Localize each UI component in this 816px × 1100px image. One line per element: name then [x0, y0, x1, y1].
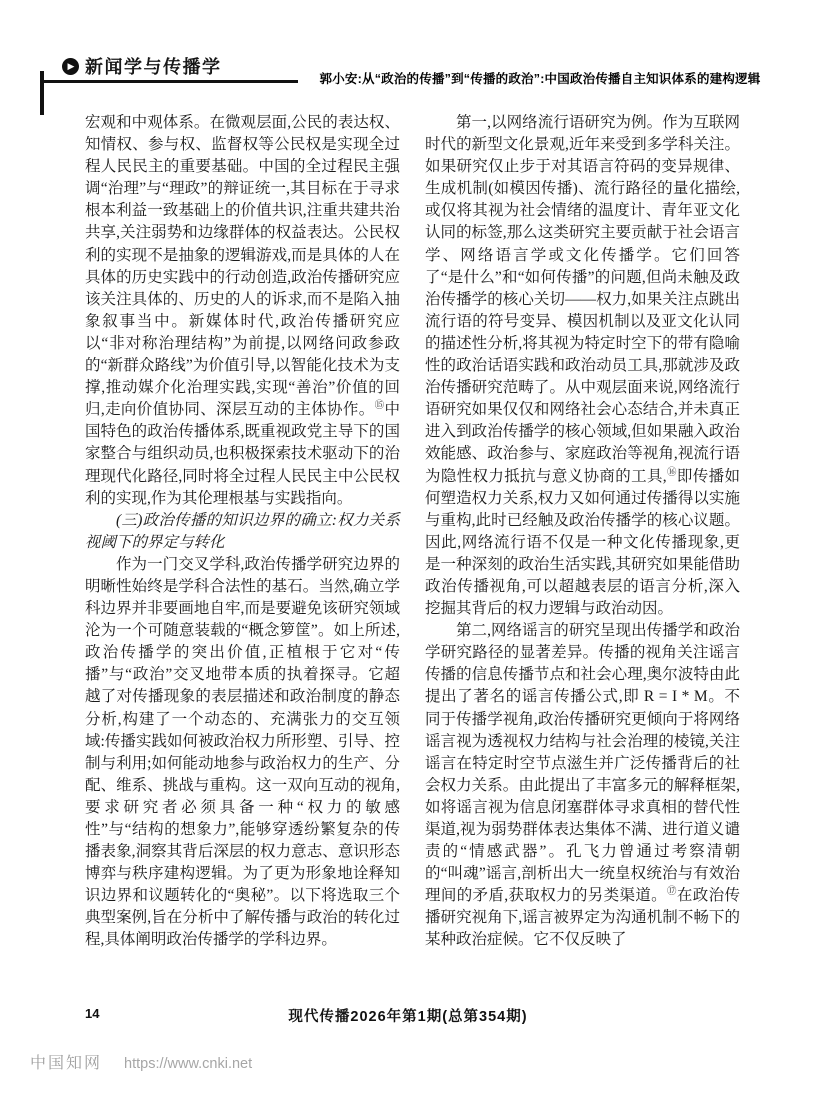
right-column [425, 112, 740, 952]
left-paragraph-continuation: 宏观和中观体系。在微观层面,公民的表达权、知情权、参与权、监督权等公民权是实现全过程人民民主的重要基础。中国的全过程民主强调“治理”与“理政”的辩证统一,其目标在于寻求根本利益一致基础上的价值共识,注重共建共治共享,关注弱势和边缘群体的权益表达。公民权利的实现不是抽象的逻辑游戏,而是具体的人在具体的历史实践中的行动创造,政治传播研究应该关注具体的、历史的人的诉求,而不是陷入抽象叙事当中。新媒体时代,政治传播研究应以“非对称治理结构”为前提,以网络问政参政的“新群众路线”为价值引导,以智能化技术为支撑,推动媒介化治理实践,实现“善治”价值的回归,走向价值协同、深层互动的主体协作。⑮中国特色的政治传播体系,既重视政党主导下的国家整合与组织动员,也积极探索技术驱动下的治理现代化路径,同时将全过程人民民主中公民权利的实现,作为其伦理根基与实践指向。 [85, 114, 400, 507]
section-subheading: (三)政治传播的知识边界的确立:权力关系视阈下的界定与转化 [85, 511, 400, 551]
page-number: 14 [85, 1006, 100, 1021]
play-icon: ▶ [62, 58, 79, 75]
right-paragraph-second: 第二,网络谣言的研究呈现出传播学和政治学研究路径的显著差异。传播的视角关注谣言传播的信息传播节点和社会心理,奥尔波特由此提出了著名的谣言传播公式,即 R = I * M。不同于传播学视角,政治传播研究更倾向于将网络谣言视为透视权力结构与社会治理的棱镜,关注谣言在特定时空节点滋生并广泛传播背后的社会权力关系。由此提出了丰富多元的解释框架,如将谣言视为信息闭塞群体寻求真相的替代性渠道,视为弱势群体表达集体不满、进行道义谴责的“情感武器”。孔飞力曾通过考察清朝的“叫魂”谣言,剖析出大一统皇权统治与有效治理间的矛盾,获取权力的另类渠道。⑰在政治传播研究视角下,谣言被界定为沟通机制不畅下的某种政治症候。它不仅反映了 [425, 622, 740, 949]
left-column [85, 112, 400, 952]
journal-issue-line: 现代传播2026年第1期(总第354期) [288, 1009, 528, 1025]
article-body [85, 112, 740, 952]
left-paragraph: 作为一门交叉学科,政治传播学研究边界的明晰性始终是学科合法性的基石。当然,确立学科边界并非要画地自牢,而是要避免该研究领域沦为一个可随意装载的“概念箩筐”。如上所述,政治传播学的突出价值,正植根于它对“传播”与“政治”交叉地带本质的执着探寻。它超越了对传播现象的表层描述和政治制度的静态分析,构建了一个动态的、充满张力的交互领域:传播实践如何被政治权力所形塑、引导、控制与利用;如何能动地参与政治权力的生产、分配、维系、挑战与重构。这一双向互动的视角,要求研究者必须具备一种“权力的敏感性”与“结构的想象力”,能够穿透纷繁复杂的传播表象,洞察其背后深层的权力意志、意识形态博弈与秩序建构逻辑。为了更为形象地诠释知识边界和议题转化的“奥秘”。以下将选取三个典型案例,旨在分析中了解传播与政治的转化过程,具体阐明政治传播学的学科边界。 [85, 555, 400, 949]
right-paragraph-first: 第一,以网络流行语研究为例。作为互联网时代的新型文化景观,近年来受到多学科关注。如果研究仅止步于对其语言符码的变异规律、生成机制(如模因传播)、流行路径的量化描绘,或仅将其视为社会情绪的温度计、青年亚文化认同的标签,那么这类研究主要贡献于社会语言学、网络语言学或文化传播学。它们回答了“是什么”和“如何传播”的问题,但尚未触及政治传播学的核心关切——权力,如果关注点跳出流行语的符号变异、模因机制以及亚文化认同的描述性分析,将其视为特定时空下的带有隐喻性的政治话语实践和政治动员工具,那就涉及政治传播研究范畴了。从中观层面来说,网络流行语研究如果仅仅和网络社会心态结合,并未真正进入到政治传播学的核心领域,但如果融入政治效能感、政治参与、家庭政治等视角,视流行语为隐性权力抵抗与意义协商的工具,⑯即传播如何塑造权力关系,权力又如何通过传播得以实施与重构,此时已经触及政治传播学的核心议题。因此,网络流行语不仅是一种文化传播现象,更是一种深刻的政治生活实践,其研究如果能借助政治传播视角,可以超越表层的语言分析,深入挖掘其背后的权力逻辑与政治动因。 [425, 114, 740, 618]
section-label: 新闻学与传播学 [85, 57, 222, 77]
cnki-url: https://www.cnki.net [124, 1056, 253, 1072]
section-logo [62, 54, 222, 78]
running-title: 郭小安:从“政治的传播”到“传播的政治”:中国政治传播自主知识体系的建构逻辑 [319, 72, 761, 86]
cnki-watermark [30, 1050, 252, 1073]
cnki-site-name: 中国知网 [30, 1055, 103, 1072]
margin-tick [40, 71, 44, 115]
section-underline [40, 80, 298, 83]
